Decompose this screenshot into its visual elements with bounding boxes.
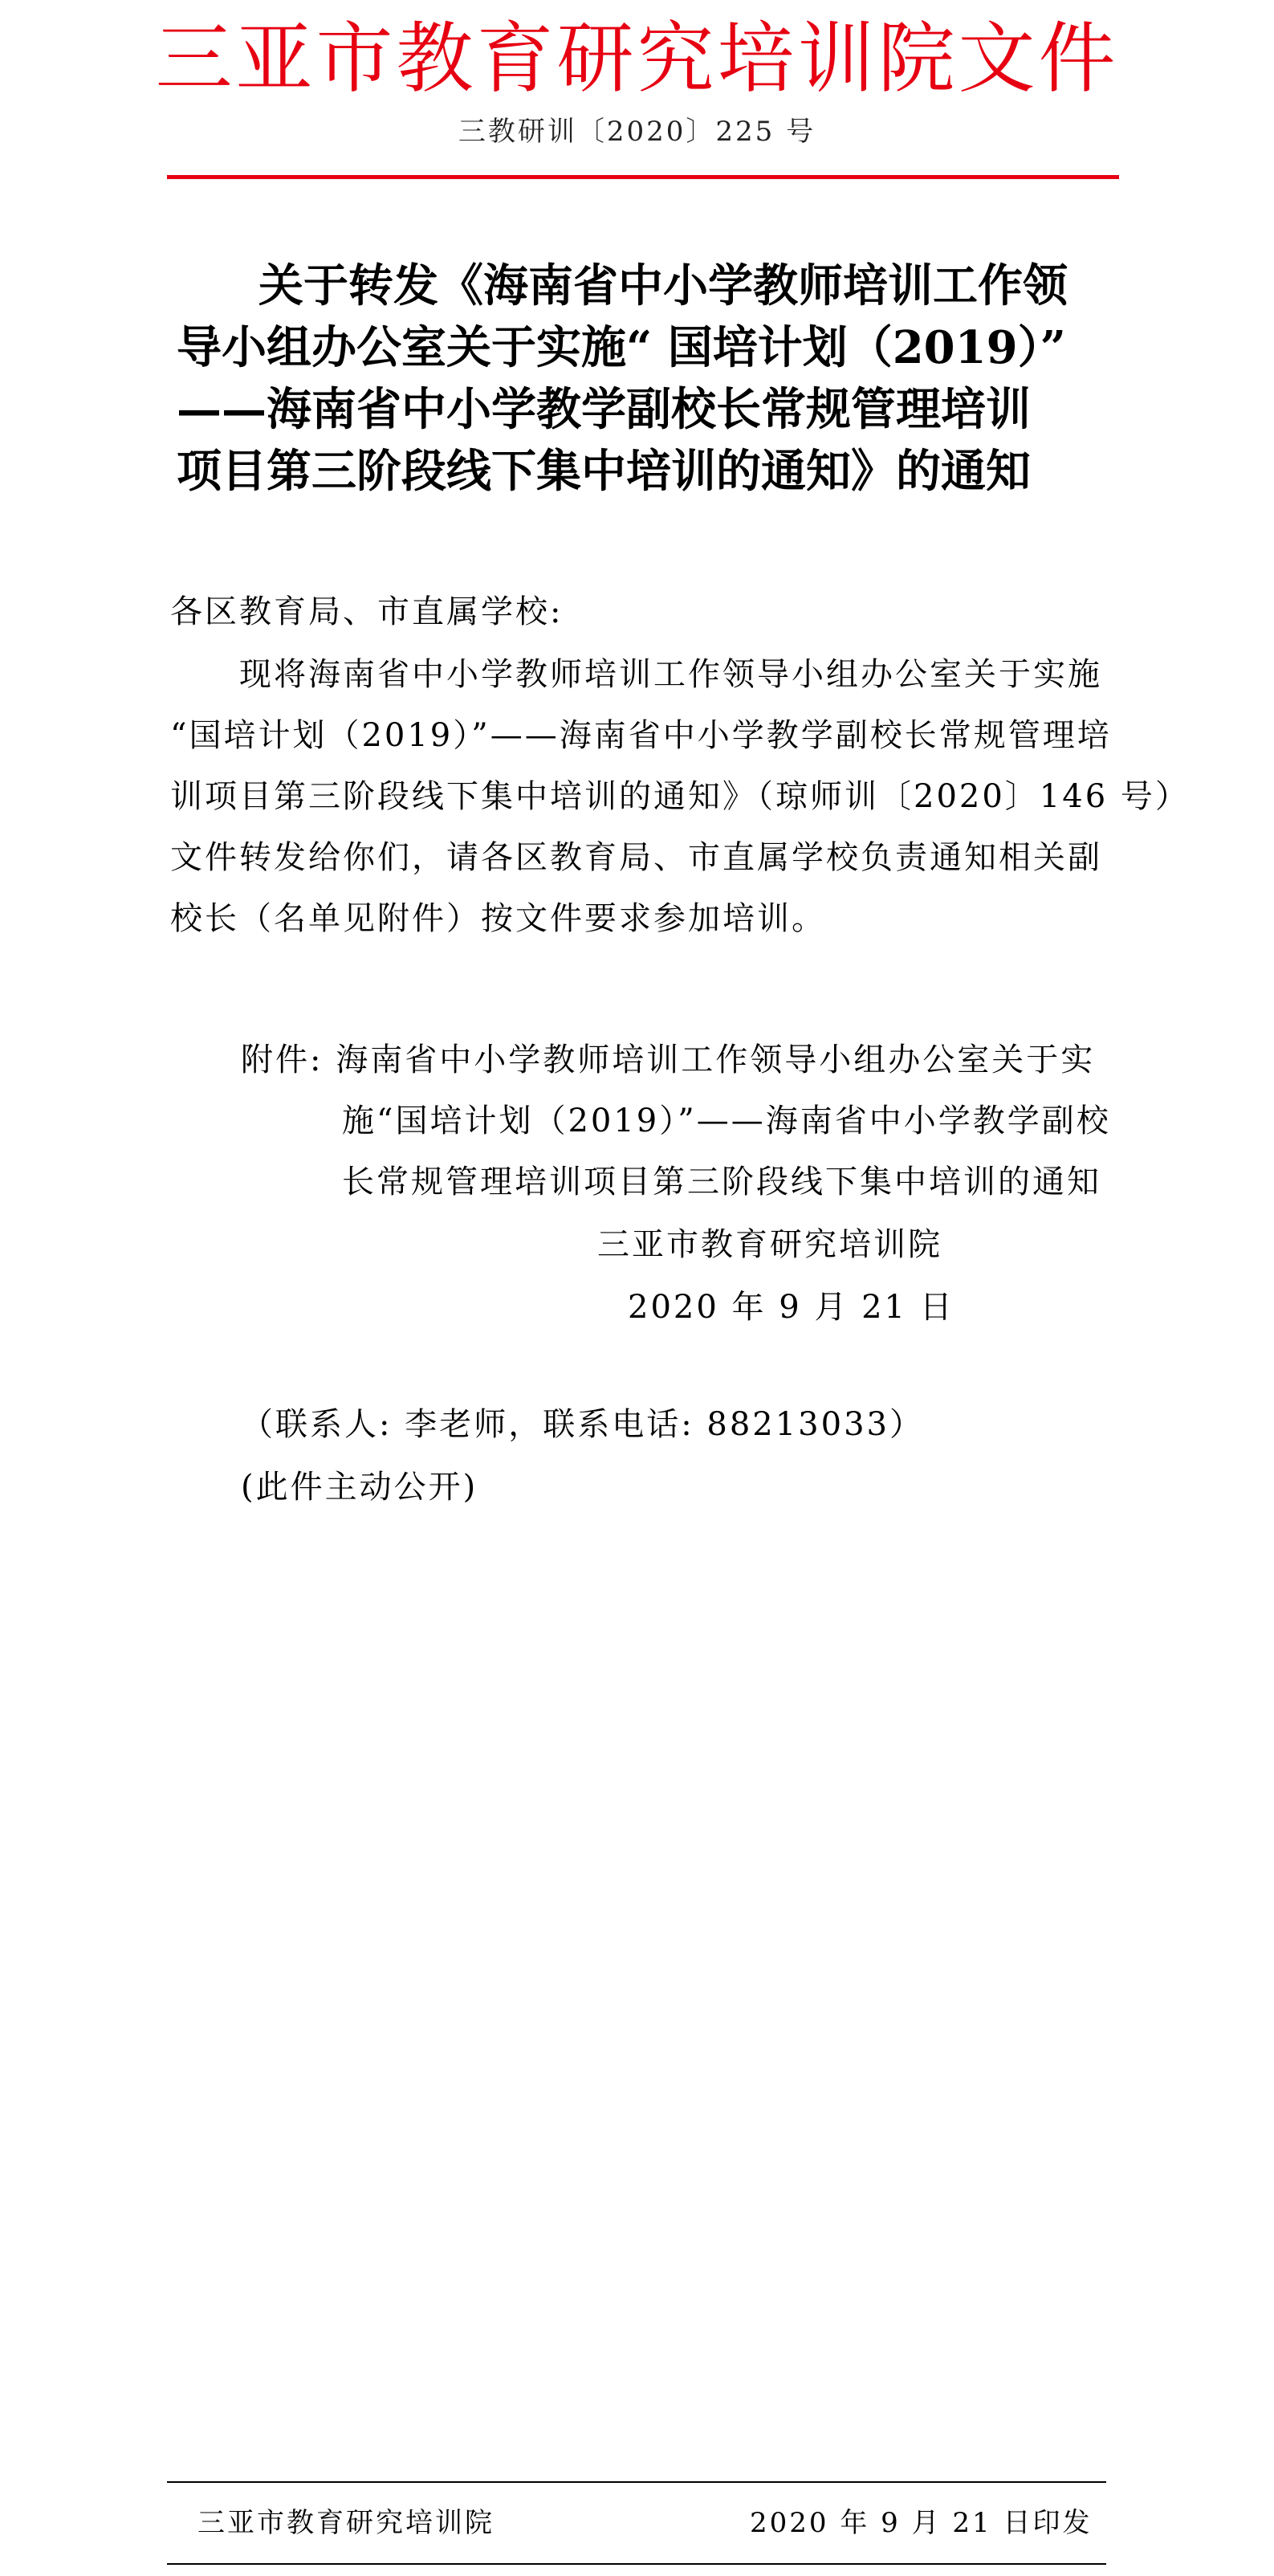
salutation: 各区教育局、市直属学校: [170,593,564,630]
paragraph-line: 校长（名单见附件）按文件要求参加培训。 [170,900,826,937]
document-title [161,255,1108,503]
title-line: 关于转发《海南省中小学教师培训工作领 [258,259,1068,312]
attachment-note [241,1029,1111,1213]
paragraph-line: “国培计划（2019）”——海南省中小学教学副校长常规管理培 [170,717,1112,754]
body-paragraph [170,644,1190,949]
attachment-line: 施“国培计划（2019）”——海南省中小学教学副校 [342,1103,1111,1139]
title-line: 项目第三阶段线下集中培训的通知》的通知 [177,445,1031,498]
header-red-divider [167,175,1119,179]
footer-top-rule [167,2481,1106,2483]
contact-info: （联系人: 李老师，联系电话: 88213033） [241,1406,924,1443]
document-header-title: 三亚市教育研究培训院文件 [155,14,1119,104]
paragraph-line: 文件转发给你们，请各区教育局、市直属学校负责通知相关副 [170,839,1102,876]
paragraph-line: 训项目第三阶段线下集中培训的通知》（琼师训〔2020〕146 号） [170,778,1190,815]
footer-bottom-rule [167,2563,1106,2565]
paragraph-line: 现将海南省中小学教师培训工作领导小组办公室关于实施 [239,656,1102,693]
disclosure-note: (此件主动公开) [241,1469,478,1506]
footer-print-date: 2020 年 9 月 21 日印发 [750,2507,1093,2539]
document-number: 三教研训〔2020〕225 号 [458,116,816,148]
title-line: ——海南省中小学教学副校长常规管理培训 [177,383,1031,436]
signature-org: 三亚市教育研究培训院 [597,1226,942,1263]
attachment-line: 附件: 海南省中小学教师培训工作领导小组办公室关于实 [241,1041,1096,1078]
signature-date: 2020 年 9 月 21 日 [628,1289,954,1326]
title-line: 导小组办公室关于实施“ 国培计划（2019）” [177,321,1066,374]
footer-org: 三亚市教育研究培训院 [197,2507,495,2539]
attachment-line: 长常规管理培训项目第三阶段线下集中培训的通知 [342,1164,1101,1200]
